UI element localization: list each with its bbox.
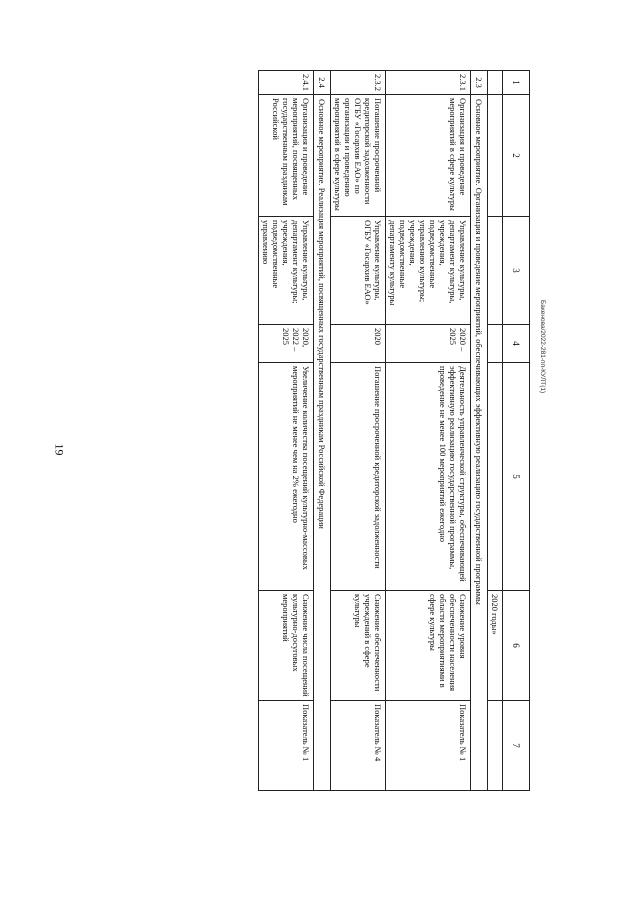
column-number: 6 <box>503 591 530 701</box>
consequence: Снижение обеспеченности учреждений в сфере культуры <box>330 591 385 701</box>
measure-name: Организация и проведение мероприятий, посвященных государственным праздникам Российской <box>258 95 313 217</box>
measure-name: Организация и проведение мероприятий в сфере культуры <box>385 95 470 217</box>
rotated-table-container <box>130 70 530 790</box>
column-number: 2 <box>503 95 530 217</box>
indicator-link: Показатель № 4 <box>330 701 385 791</box>
table-row <box>258 71 313 791</box>
continuation-row <box>487 71 502 791</box>
measure-name: Погашение просроченной кредиторской задолженности ОГБУ «Госархив ЕАО» по организации и проведению мероприятий в сфере культуры <box>330 95 385 217</box>
executor: Управление культуры, департамент культуры, учреждения, подведомственные управлению культуры; учреждения, подведомственные департаменту культуры <box>385 217 470 325</box>
consequence: Снижение уровня обеспеченности населения области мероприятиями в сфере культуры <box>385 591 470 701</box>
column-number: 1 <box>503 71 530 95</box>
period: 2020 <box>330 325 385 363</box>
column-number: 4 <box>503 325 530 363</box>
document-footer-code: Бакенова/2022-281-пп-КУЛТ(1) <box>539 300 546 394</box>
column-number-row <box>503 71 530 791</box>
column-number: 3 <box>503 217 530 325</box>
row-number: 2.3.1 <box>385 71 470 95</box>
section-row <box>313 71 330 791</box>
period: 2020, 2022 – 2025 <box>258 325 313 363</box>
table-row <box>385 71 470 791</box>
section-title: Основное мероприятие. Организация и проведение мероприятий, обеспечивающих эффективную реализацию государственной программы <box>470 95 487 791</box>
row-number: 2.4.1 <box>258 71 313 95</box>
row-number: 2.3.2 <box>330 71 385 95</box>
column-number: 7 <box>503 701 530 791</box>
executor: Управление культуры, департамент культуры; учреждения, подведомственные управлению <box>258 217 313 325</box>
table-row <box>330 71 385 791</box>
consequence: Снижение числа посещений культурно-досуговых мероприятий <box>258 591 313 701</box>
section-row <box>470 71 487 791</box>
indicator-link: Показатель № 1 <box>385 701 470 791</box>
section-title: Основное мероприятие. Реализация мероприятий, посвященных государственным праздникам Российской Федерации <box>313 95 330 791</box>
expected-result: Увеличение количества посещений культурно-массовых мероприятий не менее чем на 2% ежегодно <box>258 363 313 591</box>
column-number: 5 <box>503 363 530 591</box>
measures-table <box>258 70 530 791</box>
page-number: 19 <box>52 443 67 456</box>
continuation-text: 2020 годы» <box>487 591 502 701</box>
section-number: 2.3 <box>470 71 487 95</box>
executor: Управление культуры, ОГБУ «Госархив ЕАО» <box>330 217 385 325</box>
period: 2020 – 2025 <box>385 325 470 363</box>
indicator-link: Показатель № 1 <box>258 701 313 791</box>
section-number: 2.4 <box>313 71 330 95</box>
expected-result: Погашение просроченной кредиторской задолженности <box>330 363 385 591</box>
expected-result: Деятельность управленческой структуры, обеспечивающей эффективную реализацию государственной программы, проведение не менее 100 мероприятий ежегодно <box>385 363 470 591</box>
